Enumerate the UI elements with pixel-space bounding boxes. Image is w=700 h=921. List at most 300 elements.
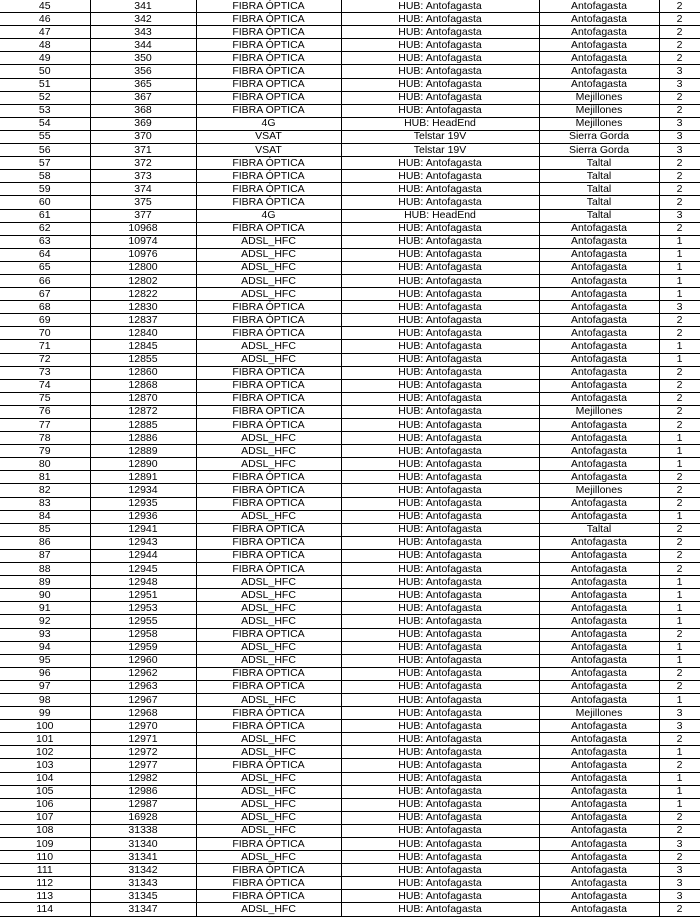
technology-cell: FIBRA ÓPTICA (196, 759, 341, 772)
row-number-cell: 108 (0, 824, 90, 837)
row-number-cell: 104 (0, 772, 90, 785)
location-cell: Antofagasta (539, 693, 659, 706)
table-row (0, 667, 700, 680)
technology-cell: FIBRA ÓPTICA (196, 523, 341, 536)
table-row (0, 602, 700, 615)
priority-cell: 2 (659, 549, 700, 562)
id-cell: 12830 (90, 301, 196, 314)
id-cell: 12967 (90, 693, 196, 706)
location-cell: Antofagasta (539, 811, 659, 824)
id-cell: 12948 (90, 576, 196, 589)
row-number-cell: 90 (0, 589, 90, 602)
table-row (0, 877, 700, 890)
id-cell: 31347 (90, 903, 196, 916)
technology-cell: ADSL_HFC (196, 798, 341, 811)
technology-cell: FIBRA ÓPTICA (196, 104, 341, 117)
technology-cell: ADSL_HFC (196, 824, 341, 837)
hub-cell: HUB: Antofagasta (341, 445, 539, 458)
id-cell: 12959 (90, 641, 196, 654)
technology-cell: ADSL_HFC (196, 458, 341, 471)
id-cell: 12953 (90, 602, 196, 615)
priority-cell: 2 (659, 628, 700, 641)
hub-cell: HUB: Antofagasta (341, 379, 539, 392)
id-cell: 356 (90, 65, 196, 78)
priority-cell: 1 (659, 693, 700, 706)
table-row (0, 785, 700, 798)
hub-cell: HUB: Antofagasta (341, 890, 539, 903)
table-row (0, 261, 700, 274)
technology-cell: FIBRA ÓPTICA (196, 497, 341, 510)
id-cell: 12872 (90, 405, 196, 418)
location-cell: Antofagasta (539, 785, 659, 798)
technology-cell: ADSL_HFC (196, 641, 341, 654)
technology-cell: ADSL_HFC (196, 248, 341, 261)
table-row (0, 340, 700, 353)
row-number-cell: 99 (0, 707, 90, 720)
location-cell: Taltal (539, 157, 659, 170)
table-row (0, 798, 700, 811)
row-number-cell: 59 (0, 183, 90, 196)
id-cell: 341 (90, 0, 196, 13)
hub-cell: HUB: Antofagasta (341, 811, 539, 824)
hub-cell: HUB: Antofagasta (341, 288, 539, 301)
hub-cell: HUB: Antofagasta (341, 589, 539, 602)
location-cell: Antofagasta (539, 261, 659, 274)
technology-cell: FIBRA ÓPTICA (196, 366, 341, 379)
table-row (0, 458, 700, 471)
technology-cell: FIBRA ÓPTICA (196, 563, 341, 576)
id-cell: 12889 (90, 445, 196, 458)
row-number-cell: 101 (0, 733, 90, 746)
priority-cell: 2 (659, 733, 700, 746)
technology-cell: FIBRA ÓPTICA (196, 667, 341, 680)
id-cell: 12936 (90, 510, 196, 523)
table-row (0, 130, 700, 143)
row-number-cell: 73 (0, 366, 90, 379)
location-cell: Antofagasta (539, 667, 659, 680)
row-number-cell: 57 (0, 157, 90, 170)
id-cell: 10974 (90, 235, 196, 248)
priority-cell: 2 (659, 392, 700, 405)
priority-cell: 2 (659, 0, 700, 13)
priority-cell: 2 (659, 222, 700, 235)
technology-cell: FIBRA ÓPTICA (196, 838, 341, 851)
technology-cell: FIBRA ÓPTICA (196, 405, 341, 418)
table-row (0, 510, 700, 523)
table-row (0, 576, 700, 589)
technology-cell: ADSL_HFC (196, 353, 341, 366)
technology-cell: FIBRA ÓPTICA (196, 301, 341, 314)
hub-cell: HUB: Antofagasta (341, 13, 539, 26)
technology-cell: ADSL_HFC (196, 772, 341, 785)
technology-cell: ADSL_HFC (196, 693, 341, 706)
table-row (0, 497, 700, 510)
priority-cell: 2 (659, 314, 700, 327)
priority-cell: 1 (659, 248, 700, 261)
table-row (0, 445, 700, 458)
table-row (0, 589, 700, 602)
technology-cell: FIBRA ÓPTICA (196, 39, 341, 52)
hub-cell: Telstar 19V (341, 144, 539, 157)
id-cell: 12945 (90, 563, 196, 576)
priority-cell: 1 (659, 654, 700, 667)
location-cell: Antofagasta (539, 824, 659, 837)
priority-cell: 2 (659, 104, 700, 117)
hub-cell: HUB: Antofagasta (341, 864, 539, 877)
id-cell: 12977 (90, 759, 196, 772)
table-row (0, 91, 700, 104)
location-cell: Taltal (539, 183, 659, 196)
id-cell: 365 (90, 78, 196, 91)
location-cell: Taltal (539, 170, 659, 183)
location-cell: Antofagasta (539, 0, 659, 13)
hub-cell: HUB: Antofagasta (341, 170, 539, 183)
table-row (0, 314, 700, 327)
technology-cell: ADSL_HFC (196, 654, 341, 667)
id-cell: 12868 (90, 379, 196, 392)
id-cell: 12962 (90, 667, 196, 680)
hub-cell: HUB: Antofagasta (341, 419, 539, 432)
location-cell: Antofagasta (539, 772, 659, 785)
priority-cell: 3 (659, 707, 700, 720)
table-row (0, 222, 700, 235)
priority-cell: 1 (659, 235, 700, 248)
id-cell: 31342 (90, 864, 196, 877)
row-number-cell: 53 (0, 104, 90, 117)
id-cell: 12822 (90, 288, 196, 301)
id-cell: 12970 (90, 720, 196, 733)
table-row (0, 680, 700, 693)
technology-cell: ADSL_HFC (196, 261, 341, 274)
row-number-cell: 85 (0, 523, 90, 536)
table-row (0, 746, 700, 759)
technology-cell: FIBRA ÓPTICA (196, 471, 341, 484)
location-cell: Mejillones (539, 117, 659, 130)
id-cell: 31340 (90, 838, 196, 851)
table-row (0, 523, 700, 536)
table-row (0, 484, 700, 497)
location-cell: Antofagasta (539, 851, 659, 864)
technology-cell: FIBRA ÓPTICA (196, 379, 341, 392)
table-row (0, 117, 700, 130)
id-cell: 371 (90, 144, 196, 157)
table-row (0, 366, 700, 379)
id-cell: 12960 (90, 654, 196, 667)
location-cell: Antofagasta (539, 746, 659, 759)
hub-cell: HUB: Antofagasta (341, 680, 539, 693)
id-cell: 12958 (90, 628, 196, 641)
id-cell: 10968 (90, 222, 196, 235)
location-cell: Antofagasta (539, 13, 659, 26)
row-number-cell: 51 (0, 78, 90, 91)
hub-cell: HUB: Antofagasta (341, 641, 539, 654)
table-row (0, 628, 700, 641)
hub-cell: HUB: Antofagasta (341, 104, 539, 117)
priority-cell: 2 (659, 497, 700, 510)
row-number-cell: 89 (0, 576, 90, 589)
row-number-cell: 46 (0, 13, 90, 26)
technology-cell: FIBRA ÓPTICA (196, 26, 341, 39)
priority-cell: 2 (659, 471, 700, 484)
location-cell: Antofagasta (539, 274, 659, 287)
priority-cell: 1 (659, 261, 700, 274)
table-row (0, 720, 700, 733)
row-number-cell: 84 (0, 510, 90, 523)
id-cell: 367 (90, 91, 196, 104)
hub-cell: HUB: Antofagasta (341, 746, 539, 759)
priority-cell: 2 (659, 157, 700, 170)
location-cell: Antofagasta (539, 615, 659, 628)
id-cell: 342 (90, 13, 196, 26)
priority-cell: 3 (659, 78, 700, 91)
table-row (0, 52, 700, 65)
id-cell: 10976 (90, 248, 196, 261)
technology-cell: ADSL_HFC (196, 746, 341, 759)
row-number-cell: 55 (0, 130, 90, 143)
priority-cell: 1 (659, 746, 700, 759)
location-cell: Sierra Gorda (539, 144, 659, 157)
priority-cell: 1 (659, 576, 700, 589)
priority-cell: 2 (659, 759, 700, 772)
row-number-cell: 60 (0, 196, 90, 209)
priority-cell: 3 (659, 209, 700, 222)
technology-cell: FIBRA ÓPTICA (196, 222, 341, 235)
table-row (0, 615, 700, 628)
hub-cell: HUB: Antofagasta (341, 497, 539, 510)
table-row (0, 693, 700, 706)
location-cell: Antofagasta (539, 890, 659, 903)
priority-cell: 2 (659, 170, 700, 183)
table-row (0, 772, 700, 785)
id-cell: 12951 (90, 589, 196, 602)
row-number-cell: 58 (0, 170, 90, 183)
technology-cell: FIBRA ÓPTICA (196, 536, 341, 549)
id-cell: 12885 (90, 419, 196, 432)
location-cell: Antofagasta (539, 39, 659, 52)
id-cell: 12845 (90, 340, 196, 353)
priority-cell: 2 (659, 26, 700, 39)
technology-cell: FIBRA ÓPTICA (196, 78, 341, 91)
row-number-cell: 64 (0, 248, 90, 261)
hub-cell: HUB: Antofagasta (341, 91, 539, 104)
hub-cell: HUB: Antofagasta (341, 274, 539, 287)
technology-cell: ADSL_HFC (196, 851, 341, 864)
hub-cell: HUB: Antofagasta (341, 536, 539, 549)
id-cell: 350 (90, 52, 196, 65)
location-cell: Antofagasta (539, 65, 659, 78)
location-cell: Sierra Gorda (539, 130, 659, 143)
technology-cell: FIBRA ÓPTICA (196, 91, 341, 104)
technology-cell: ADSL_HFC (196, 274, 341, 287)
hub-cell: HUB: Antofagasta (341, 65, 539, 78)
location-cell: Antofagasta (539, 288, 659, 301)
priority-cell: 3 (659, 130, 700, 143)
technology-cell: 4G (196, 209, 341, 222)
technology-cell: ADSL_HFC (196, 288, 341, 301)
technology-cell: FIBRA ÓPTICA (196, 484, 341, 497)
id-cell: 12955 (90, 615, 196, 628)
technology-cell: FIBRA ÓPTICA (196, 877, 341, 890)
table-row (0, 288, 700, 301)
location-cell: Antofagasta (539, 549, 659, 562)
row-number-cell: 67 (0, 288, 90, 301)
id-cell: 375 (90, 196, 196, 209)
row-number-cell: 65 (0, 261, 90, 274)
technology-cell: FIBRA ÓPTICA (196, 392, 341, 405)
id-cell: 373 (90, 170, 196, 183)
priority-cell: 1 (659, 772, 700, 785)
technology-cell: FIBRA ÓPTICA (196, 327, 341, 340)
id-cell: 343 (90, 26, 196, 39)
hub-cell: HUB: Antofagasta (341, 759, 539, 772)
table-row (0, 157, 700, 170)
row-number-cell: 49 (0, 52, 90, 65)
table-row (0, 890, 700, 903)
hub-cell: HUB: Antofagasta (341, 798, 539, 811)
hub-cell: HUB: Antofagasta (341, 458, 539, 471)
hub-cell: HUB: Antofagasta (341, 353, 539, 366)
location-cell: Antofagasta (539, 877, 659, 890)
technology-cell: FIBRA ÓPTICA (196, 720, 341, 733)
technology-cell: ADSL_HFC (196, 576, 341, 589)
location-cell: Antofagasta (539, 419, 659, 432)
row-number-cell: 91 (0, 602, 90, 615)
priority-cell: 2 (659, 196, 700, 209)
hub-cell: HUB: Antofagasta (341, 549, 539, 562)
hub-cell: HUB: Antofagasta (341, 484, 539, 497)
technology-cell: FIBRA ÓPTICA (196, 864, 341, 877)
technology-cell: FIBRA ÓPTICA (196, 314, 341, 327)
technology-cell: ADSL_HFC (196, 785, 341, 798)
row-number-cell: 105 (0, 785, 90, 798)
priority-cell: 2 (659, 379, 700, 392)
priority-cell: 3 (659, 144, 700, 157)
row-number-cell: 79 (0, 445, 90, 458)
technology-cell: ADSL_HFC (196, 602, 341, 615)
row-number-cell: 56 (0, 144, 90, 157)
location-cell: Antofagasta (539, 222, 659, 235)
row-number-cell: 70 (0, 327, 90, 340)
priority-cell: 3 (659, 117, 700, 130)
row-number-cell: 74 (0, 379, 90, 392)
location-cell: Antofagasta (539, 733, 659, 746)
hub-cell: HUB: Antofagasta (341, 615, 539, 628)
location-cell: Antofagasta (539, 903, 659, 916)
id-cell: 370 (90, 130, 196, 143)
table-row (0, 536, 700, 549)
priority-cell: 1 (659, 798, 700, 811)
location-cell: Antofagasta (539, 536, 659, 549)
hub-cell: HUB: Antofagasta (341, 196, 539, 209)
row-number-cell: 95 (0, 654, 90, 667)
row-number-cell: 102 (0, 746, 90, 759)
priority-cell: 1 (659, 785, 700, 798)
location-cell: Antofagasta (539, 680, 659, 693)
row-number-cell: 77 (0, 419, 90, 432)
id-cell: 12890 (90, 458, 196, 471)
id-cell: 372 (90, 157, 196, 170)
hub-cell: HUB: Antofagasta (341, 235, 539, 248)
id-cell: 377 (90, 209, 196, 222)
table-row (0, 392, 700, 405)
hub-cell: HUB: Antofagasta (341, 785, 539, 798)
priority-cell: 2 (659, 484, 700, 497)
row-number-cell: 110 (0, 851, 90, 864)
priority-cell: 2 (659, 563, 700, 576)
hub-cell: HUB: Antofagasta (341, 392, 539, 405)
technology-cell: 4G (196, 117, 341, 130)
table-row (0, 353, 700, 366)
hub-cell: HUB: Antofagasta (341, 183, 539, 196)
technology-cell: ADSL_HFC (196, 340, 341, 353)
location-cell: Antofagasta (539, 720, 659, 733)
technology-cell: FIBRA ÓPTICA (196, 0, 341, 13)
technology-cell: ADSL_HFC (196, 811, 341, 824)
id-cell: 12963 (90, 680, 196, 693)
row-number-cell: 48 (0, 39, 90, 52)
id-cell: 12934 (90, 484, 196, 497)
hub-cell: HUB: Antofagasta (341, 824, 539, 837)
location-cell: Antofagasta (539, 864, 659, 877)
table-row (0, 432, 700, 445)
technology-cell: ADSL_HFC (196, 510, 341, 523)
id-cell: 12971 (90, 733, 196, 746)
id-cell: 12968 (90, 707, 196, 720)
technology-cell: FIBRA ÓPTICA (196, 183, 341, 196)
location-cell: Taltal (539, 196, 659, 209)
hub-cell: HUB: Antofagasta (341, 654, 539, 667)
id-cell: 12972 (90, 746, 196, 759)
hub-cell: HUB: Antofagasta (341, 39, 539, 52)
location-cell: Antofagasta (539, 628, 659, 641)
priority-cell: 1 (659, 445, 700, 458)
row-number-cell: 100 (0, 720, 90, 733)
technology-cell: FIBRA ÓPTICA (196, 628, 341, 641)
priority-cell: 2 (659, 183, 700, 196)
location-cell: Antofagasta (539, 52, 659, 65)
priority-cell: 2 (659, 824, 700, 837)
hub-cell: HUB: Antofagasta (341, 903, 539, 916)
row-number-cell: 87 (0, 549, 90, 562)
hub-cell: HUB: Antofagasta (341, 340, 539, 353)
row-number-cell: 75 (0, 392, 90, 405)
table-row (0, 654, 700, 667)
table-row (0, 104, 700, 117)
priority-cell: 2 (659, 523, 700, 536)
row-number-cell: 106 (0, 798, 90, 811)
id-cell: 31343 (90, 877, 196, 890)
priority-cell: 1 (659, 432, 700, 445)
priority-cell: 3 (659, 301, 700, 314)
table-row (0, 170, 700, 183)
table-row (0, 903, 700, 916)
priority-cell: 1 (659, 589, 700, 602)
hub-cell: HUB: Antofagasta (341, 523, 539, 536)
priority-cell: 2 (659, 366, 700, 379)
hub-cell: HUB: Antofagasta (341, 772, 539, 785)
table-row (0, 327, 700, 340)
table-row (0, 183, 700, 196)
id-cell: 12986 (90, 785, 196, 798)
location-cell: Antofagasta (539, 458, 659, 471)
location-cell: Antofagasta (539, 248, 659, 261)
priority-cell: 2 (659, 91, 700, 104)
location-cell: Antofagasta (539, 353, 659, 366)
id-cell: 368 (90, 104, 196, 117)
hub-cell: HUB: Antofagasta (341, 733, 539, 746)
row-number-cell: 86 (0, 536, 90, 549)
hub-cell: HUB: Antofagasta (341, 26, 539, 39)
